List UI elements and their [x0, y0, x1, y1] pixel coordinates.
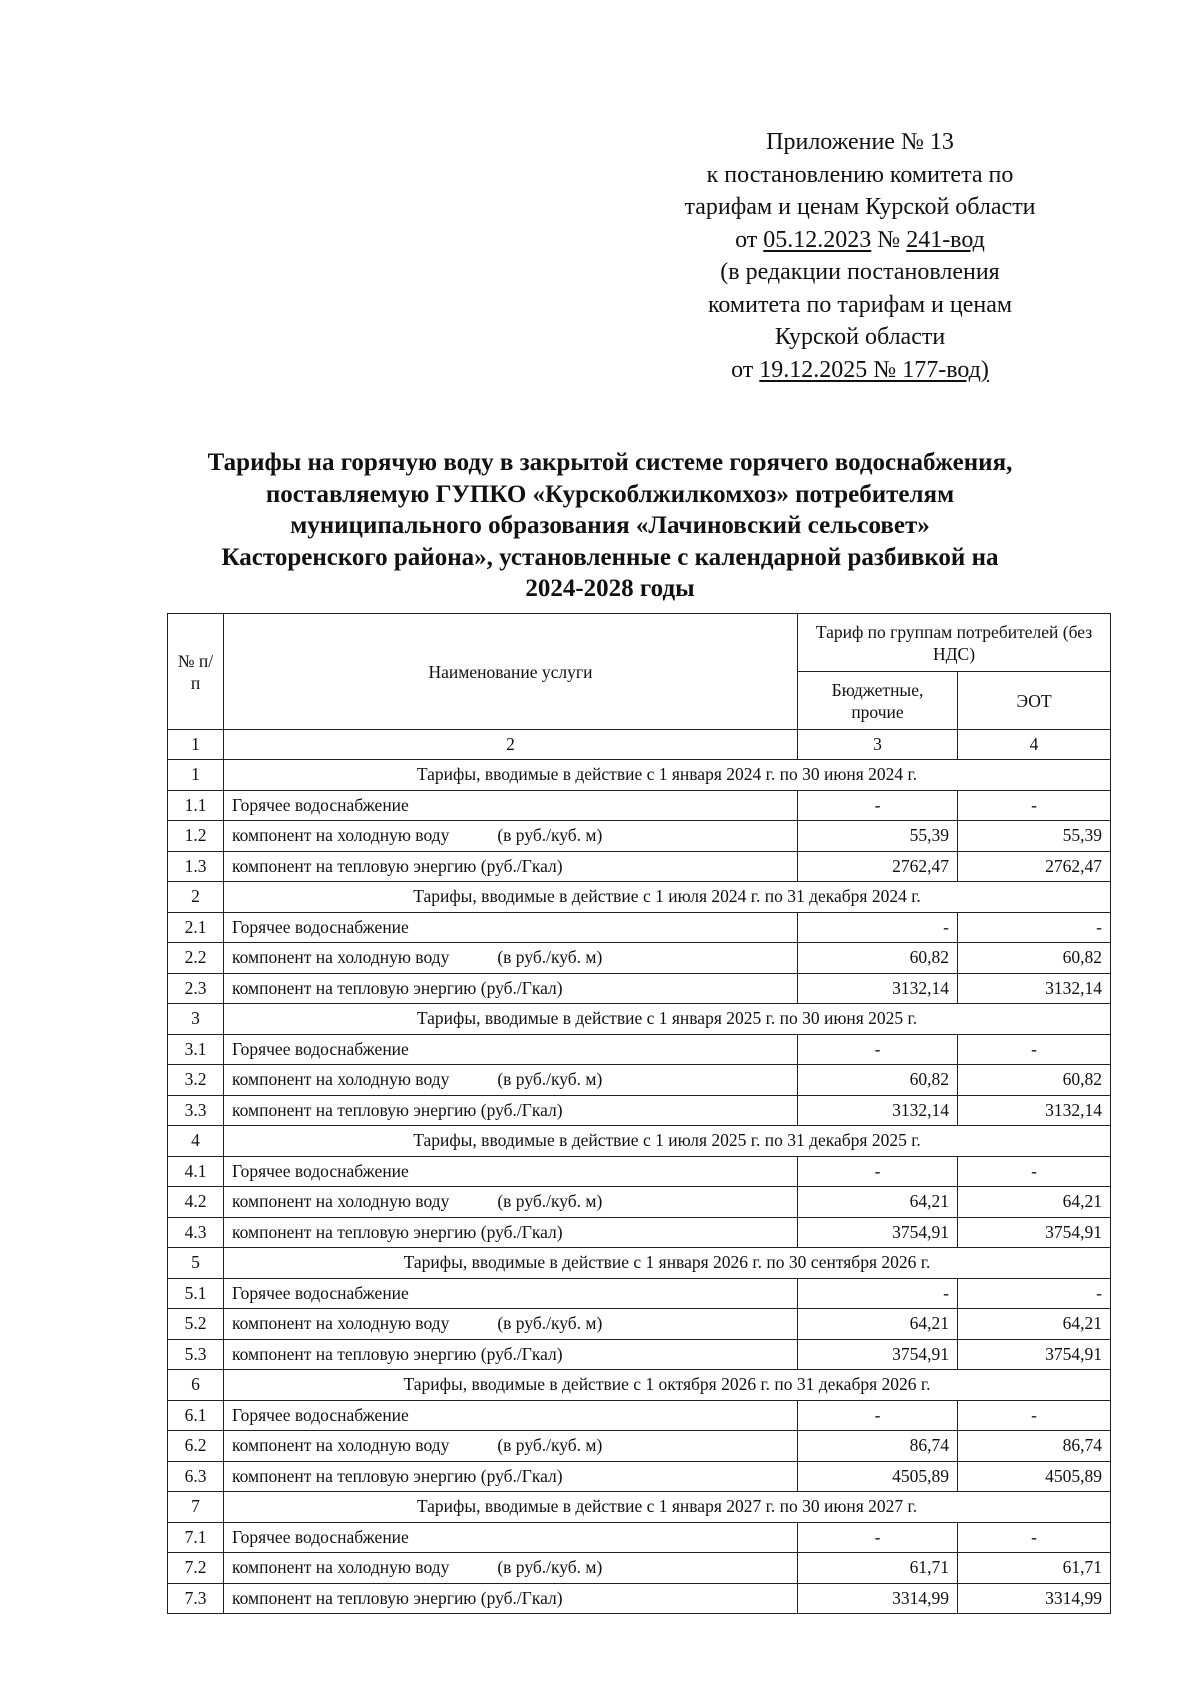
budget-value: -	[798, 1400, 958, 1431]
row-number: 5.3	[168, 1339, 224, 1370]
eot-value: -	[958, 912, 1111, 943]
service-name-cell	[224, 1187, 798, 1218]
column-number: 4	[958, 730, 1111, 760]
appendix-prefix: от	[735, 226, 764, 253]
eot-value: 60,82	[958, 943, 1111, 974]
table-row	[168, 1461, 1111, 1492]
row-number: 1.2	[168, 821, 224, 852]
appendix-header	[640, 126, 1080, 386]
header-no: № п/п	[168, 614, 224, 730]
service-name: Горячее водоснабжение	[232, 1404, 409, 1425]
service-name: компонент на холодную воду	[232, 1557, 450, 1578]
eot-value: 4505,89	[958, 1461, 1111, 1492]
budget-value: 55,39	[798, 821, 958, 852]
section-title: Тарифы, вводимые в действие с 1 июля 2025 г. по 31 декабря 2025 г.	[224, 1126, 1111, 1157]
service-name-cell	[224, 1553, 798, 1584]
row-number: 2.3	[168, 973, 224, 1004]
table-row	[168, 1522, 1111, 1553]
service-name: Горячее водоснабжение	[232, 1282, 409, 1303]
service-name-cell	[224, 821, 798, 852]
appendix-prefix: от	[731, 356, 760, 383]
service-name-cell	[224, 912, 798, 943]
section-title: Тарифы, вводимые в действие с 1 января 2024 г. по 30 июня 2024 г.	[224, 760, 1111, 791]
row-number: 5.1	[168, 1278, 224, 1309]
service-name-cell	[224, 1156, 798, 1187]
service-name-cell	[224, 1065, 798, 1096]
table-row	[168, 1309, 1111, 1340]
row-number: 6.3	[168, 1461, 224, 1492]
service-unit: (в руб./куб. м)	[497, 1069, 603, 1090]
service-unit: (в руб./куб. м)	[497, 1313, 603, 1334]
service-name: Горячее водоснабжение	[232, 794, 409, 815]
service-name: Горячее водоснабжение	[232, 916, 409, 937]
appendix-decree-number: 241-вод	[906, 226, 985, 253]
service-name: Горячее водоснабжение	[232, 1160, 409, 1181]
column-number: 1	[168, 730, 224, 760]
section-row	[168, 882, 1111, 913]
budget-value: 61,71	[798, 1553, 958, 1584]
section-number: 4	[168, 1126, 224, 1157]
section-row	[168, 760, 1111, 791]
document-title	[140, 447, 1080, 605]
row-number: 3.2	[168, 1065, 224, 1096]
service-unit: (в руб./куб. м)	[497, 825, 603, 846]
service-name-cell	[224, 1095, 798, 1126]
tariff-table-body	[168, 614, 1111, 1614]
row-number: 7.3	[168, 1583, 224, 1614]
service-name: компонент на тепловую энергию (руб./Гкал)	[232, 1221, 563, 1242]
eot-value: 3132,14	[958, 973, 1111, 1004]
service-unit: (в руб./куб. м)	[497, 1191, 603, 1212]
appendix-revision-date-number: 19.12.2025 № 177-вод)	[759, 356, 989, 383]
table-row	[168, 1065, 1111, 1096]
appendix-decree-date: 05.12.2023	[763, 226, 872, 253]
table-row	[168, 943, 1111, 974]
title-line: Тарифы на горячую воду в закрытой системе горячего водоснабжения,	[207, 449, 1013, 476]
appendix-revision-line	[640, 354, 1080, 387]
section-title: Тарифы, вводимые в действие с 1 января 2025 г. по 30 июня 2025 г.	[224, 1004, 1111, 1035]
budget-value: 4505,89	[798, 1461, 958, 1492]
service-name-cell	[224, 1309, 798, 1340]
appendix-line: Приложение № 13	[766, 129, 954, 155]
service-name-cell	[224, 943, 798, 974]
header-eot: ЭОТ	[958, 672, 1111, 730]
table-row	[168, 1400, 1111, 1431]
title-line: поставляемую ГУПКО «Курскоблжилкомхоз» потребителям	[265, 480, 955, 508]
service-name: компонент на холодную воду	[232, 947, 450, 968]
section-title: Тарифы, вводимые в действие с 1 января 2026 г. по 30 сентября 2026 г.	[224, 1248, 1111, 1279]
row-number: 5.2	[168, 1309, 224, 1340]
header-row	[168, 614, 1111, 672]
service-name-cell	[224, 1522, 798, 1553]
service-name: компонент на тепловую энергию (руб./Гкал)	[232, 1465, 563, 1486]
section-number: 5	[168, 1248, 224, 1279]
section-number: 6	[168, 1370, 224, 1401]
eot-value: 64,21	[958, 1309, 1111, 1340]
row-number: 7.2	[168, 1553, 224, 1584]
budget-value: -	[798, 1522, 958, 1553]
eot-value: -	[958, 1034, 1111, 1065]
eot-value: -	[958, 1278, 1111, 1309]
table-row	[168, 1339, 1111, 1370]
budget-value: 3314,99	[798, 1583, 958, 1614]
table-row	[168, 912, 1111, 943]
row-number: 4.2	[168, 1187, 224, 1218]
column-number: 2	[224, 730, 798, 760]
column-number: 3	[798, 730, 958, 760]
table-row	[168, 1095, 1111, 1126]
service-name-cell	[224, 973, 798, 1004]
eot-value: -	[958, 1156, 1111, 1187]
service-unit: (в руб./куб. м)	[497, 947, 603, 968]
table-row	[168, 821, 1111, 852]
service-name: компонент на тепловую энергию (руб./Гкал)	[232, 1343, 563, 1364]
table-row	[168, 1583, 1111, 1614]
service-name-cell	[224, 1461, 798, 1492]
section-row	[168, 1370, 1111, 1401]
row-number: 2.1	[168, 912, 224, 943]
eot-value: 3754,91	[958, 1217, 1111, 1248]
row-number: 6.1	[168, 1400, 224, 1431]
section-row	[168, 1126, 1111, 1157]
tariff-table	[167, 613, 1111, 1614]
service-name-cell	[224, 1583, 798, 1614]
budget-value: 60,82	[798, 1065, 958, 1096]
eot-value: 64,21	[958, 1187, 1111, 1218]
service-name-cell	[224, 790, 798, 821]
eot-value: 61,71	[958, 1553, 1111, 1584]
budget-value: -	[798, 1156, 958, 1187]
budget-value: 3754,91	[798, 1339, 958, 1370]
service-name: компонент на тепловую энергию (руб./Гкал)	[232, 855, 563, 876]
service-name-cell	[224, 1278, 798, 1309]
budget-value: -	[798, 1034, 958, 1065]
appendix-line: комитета по тарифам и ценам	[707, 291, 1013, 318]
service-name-cell	[224, 1034, 798, 1065]
table-row	[168, 790, 1111, 821]
appendix-line: тарифам и ценам Курской области	[684, 194, 1036, 220]
row-number: 3.1	[168, 1034, 224, 1065]
table-row	[168, 1156, 1111, 1187]
service-name-cell	[224, 1431, 798, 1462]
budget-value: 2762,47	[798, 851, 958, 882]
service-name: Горячее водоснабжение	[232, 1038, 409, 1059]
appendix-line: Курской области	[774, 324, 946, 350]
section-number: 2	[168, 882, 224, 913]
eot-value: 55,39	[958, 821, 1111, 852]
service-name: компонент на холодную воду	[232, 1191, 450, 1212]
budget-value: 64,21	[798, 1187, 958, 1218]
eot-value: -	[958, 1522, 1111, 1553]
budget-value: -	[798, 912, 958, 943]
budget-value: 3754,91	[798, 1217, 958, 1248]
table-row	[168, 1217, 1111, 1248]
eot-value: 3314,99	[958, 1583, 1111, 1614]
service-unit: (в руб./куб. м)	[497, 1557, 603, 1578]
title-line: 2024-2028 годы	[525, 575, 695, 602]
appendix-line: (в редакции постановления	[720, 259, 1000, 285]
row-number: 4.3	[168, 1217, 224, 1248]
service-name-cell	[224, 851, 798, 882]
row-number: 6.2	[168, 1431, 224, 1462]
eot-value: -	[958, 1400, 1111, 1431]
section-row	[168, 1248, 1111, 1279]
eot-value: 3754,91	[958, 1339, 1111, 1370]
section-number: 1	[168, 760, 224, 791]
eot-value: -	[958, 790, 1111, 821]
eot-value: 3132,14	[958, 1095, 1111, 1126]
header-service: Наименование услуги	[224, 614, 798, 730]
service-name: компонент на тепловую энергию (руб./Гкал)	[232, 1587, 563, 1608]
budget-value: 86,74	[798, 1431, 958, 1462]
service-name: компонент на холодную воду	[232, 1069, 450, 1090]
title-line: Касторенского района», установленные с календарной разбивкой на	[221, 543, 999, 571]
service-name-cell	[224, 1400, 798, 1431]
row-number: 7.1	[168, 1522, 224, 1553]
budget-value: 3132,14	[798, 1095, 958, 1126]
budget-value: 64,21	[798, 1309, 958, 1340]
section-row	[168, 1492, 1111, 1523]
row-number: 1.1	[168, 790, 224, 821]
eot-value: 2762,47	[958, 851, 1111, 882]
row-number: 4.1	[168, 1156, 224, 1187]
service-name: компонент на тепловую энергию (руб./Гкал)	[232, 977, 563, 998]
row-number: 1.3	[168, 851, 224, 882]
budget-value: -	[798, 790, 958, 821]
budget-value: -	[798, 1278, 958, 1309]
header-tariff-group: Тариф по группам потребителей (без НДС)	[798, 614, 1111, 672]
section-row	[168, 1004, 1111, 1035]
budget-value: 3132,14	[798, 973, 958, 1004]
table-row	[168, 1034, 1111, 1065]
table-row	[168, 973, 1111, 1004]
table-row	[168, 1431, 1111, 1462]
appendix-decree-line	[640, 224, 1080, 257]
service-name: компонент на холодную воду	[232, 1313, 450, 1334]
service-name: компонент на тепловую энергию (руб./Гкал)	[232, 1099, 563, 1120]
section-title: Тарифы, вводимые в действие с 1 июля 2024 г. по 31 декабря 2024 г.	[224, 882, 1111, 913]
eot-value: 86,74	[958, 1431, 1111, 1462]
service-name-cell	[224, 1339, 798, 1370]
section-number: 3	[168, 1004, 224, 1035]
eot-value: 60,82	[958, 1065, 1111, 1096]
column-number-row	[168, 730, 1111, 760]
service-name: Горячее водоснабжение	[232, 1526, 409, 1547]
table-row	[168, 1278, 1111, 1309]
budget-value: 60,82	[798, 943, 958, 974]
section-title: Тарифы, вводимые в действие с 1 октября 2026 г. по 31 декабря 2026 г.	[224, 1370, 1111, 1401]
table-row	[168, 851, 1111, 882]
row-number: 3.3	[168, 1095, 224, 1126]
header-budget: Бюджетные, прочие	[798, 672, 958, 730]
table-row	[168, 1553, 1111, 1584]
appendix-number-sign: №	[871, 226, 907, 253]
title-line: муниципального образования «Лачиновский сельсовет»	[290, 512, 930, 539]
section-title: Тарифы, вводимые в действие с 1 января 2027 г. по 30 июня 2027 г.	[224, 1492, 1111, 1523]
table-row	[168, 1187, 1111, 1218]
service-name: компонент на холодную воду	[232, 825, 450, 846]
section-number: 7	[168, 1492, 224, 1523]
appendix-line: к постановлению комитета по	[706, 161, 1014, 188]
row-number: 2.2	[168, 943, 224, 974]
service-name-cell	[224, 1217, 798, 1248]
service-name: компонент на холодную воду	[232, 1435, 450, 1456]
service-unit: (в руб./куб. м)	[497, 1435, 603, 1456]
